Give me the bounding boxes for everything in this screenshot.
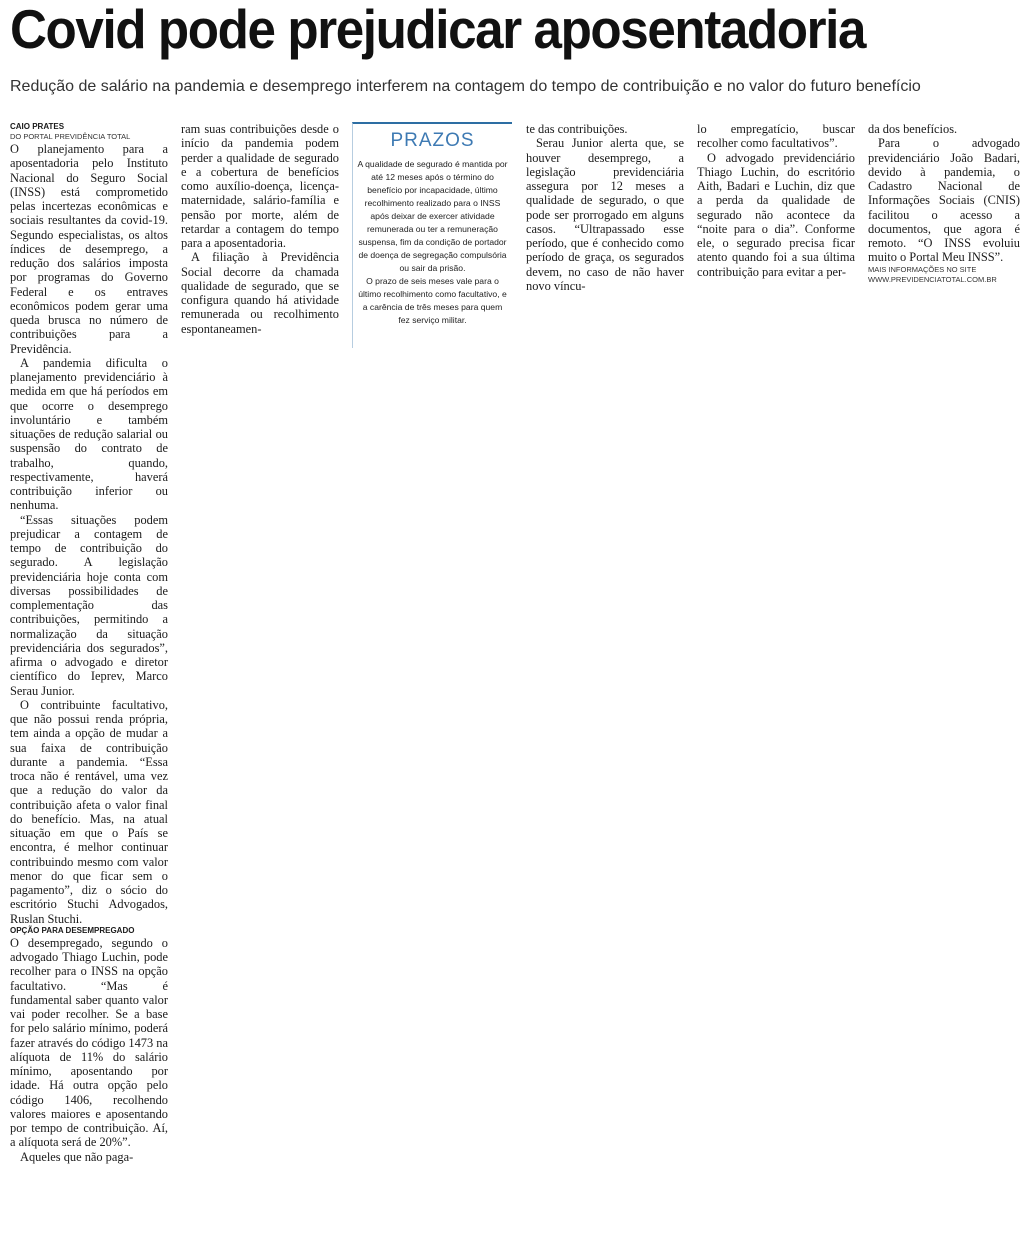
paragraph: lo empregatício, buscar recolher como facultativos”. xyxy=(697,122,855,151)
paragraph: O planejamento para a aposentadoria pelo Instituto Nacional do Seguro Social (INSS) está comprometido pelas incertezas econômicas e sociais resultantes da covid-19. Segundo especialistas, os altos índices de desemprego, a redução dos salários imposta por programas do Governo Federal e os entraves econômicos podem gerar uma queda brusca no número de contribuições para a Previdência. xyxy=(10,142,168,356)
paragraph: te das contribuições. xyxy=(526,122,628,136)
paragraph: O advogado previdenciário Thiago Luchin, do escritório Aith, Badari e Luchin, diz que a perda da qualidade de segurado não acontece da “noite para o dia”. Conforme ele, o segurado precisa ficar atento quando foi a sua última contribuição para evitar a per- xyxy=(697,150,855,279)
sidebar-box-prazos xyxy=(352,122,512,348)
article-column-6 xyxy=(868,122,1020,1234)
paragraph: Serau Junior alerta que, se houver desemprego, a legislação previdenciária assegura por 12 meses a qualidade de segurado, o que pode ser prorrogado em alguns casos. “Ultrapassado esse período, que é conhecido como período de graça, os segurados devem, no caso de não haver novo víncu- xyxy=(526,136,684,293)
article-column-1 xyxy=(10,122,168,1234)
article-column-5 xyxy=(697,122,855,1234)
paragraph: O contribuinte facultativo, que não possui renda própria, tem ainda a opção de mudar a sua faixa de contribuição durante a pandemia. “Essa troca não é rentável, uma vez que a redução do valor da contribuição afeta o valor final do benefício. Mas, na atual situação em que o País se encontra, é melhor continuar contribuindo mesmo com valor menor do que ficar sem o pagamento”, diz o sócio do escritório Stuchi Advogados, Ruslan Stuchi. xyxy=(10,697,168,926)
paragraph: O desempregado, segundo o advogado Thiago Luchin, pode recolher para o INSS na opção facultativo. “Mas é fundamental saber quanto valor vai poder recolher. Se a base for pelo salário mínimo, poderá fazer através do código 1473 na alíquota de 11% do salário mínimo, aposentando por idade. Há outra opção pelo código 1406, recolhendo valores maiores e aposentando por tempo de contribuição. Aí, a alíquota será de 20%”. xyxy=(10,935,168,1150)
paragraph: da dos benefícios. xyxy=(868,122,958,136)
box-text: O prazo de seis meses vale para o último recolhimento como facultativo, e a carência de três meses para quem fez serviço militar. xyxy=(358,276,507,325)
article-column-4 xyxy=(526,122,684,1234)
box-text: A qualidade de segurado é mantida por até 12 meses após o término do benefício por incapacidade, último recolhimento realizado para o INSS após deixar de exercer atividade remunerada ou ter a remuneração suspensa, fim da condição de portador de doença de segregação compulsória ou sair da prisão. xyxy=(357,159,508,273)
author-name: CAIO PRATES xyxy=(10,122,65,131)
paragraph: A filiação à Previdência Social decorre da chamada qualidade de segurado, que se configura quando há atividade remunerada ou recolhimento espontaneamen- xyxy=(181,250,339,336)
paragraph: ram suas contribuições desde o início da pandemia podem perder a qualidade de segurado e a cobertura de benefícios como auxílio-doença, licença-maternidade, salário-família e pensão por morte, além de retardar a contagem do tempo para a aposentadoria. xyxy=(181,122,339,250)
headline: Covid pode prejudicar aposentadoria xyxy=(10,0,866,60)
paragraph: “Essas situações podem prejudicar a contagem de tempo de contribuição do segurado. A legislação previdenciária hoje conta com diversas possibilidades de complementação das contribuições, permitindo a normalização da situação previdenciária dos segurados”, afirma o advogado e diretor científico do Ieprev, Marco Serau Junior. xyxy=(10,512,168,698)
paragraph: A pandemia dificulta o planejamento previdenciário à medida em que há períodos em que ocorre o desemprego involuntário e também situações de redução salarial ou suspensão do contrato de trabalho, quando, respectivamente, haverá contribuição inferior ou nenhuma. xyxy=(10,355,168,513)
article-column-2 xyxy=(181,122,339,1234)
section-intertitle: OPÇÃO PARA DESEMPREGADO xyxy=(10,925,135,935)
more-info-note: MAIS INFORMAÇÕES NO SITE WWW.PREVIDENCIATOTAL.COM.BR xyxy=(868,264,997,284)
box-title: PRAZOS xyxy=(390,130,475,151)
author-source: DO PORTAL PREVIDÊNCIA TOTAL xyxy=(10,132,131,141)
subheadline: Redução de salário na pandemia e desemprego interferem na contagem do tempo de contribuição e no valor do futuro benefício xyxy=(10,78,921,95)
paragraph: Para o advogado previdenciário João Badari, devido à pandemia, o Cadastro Nacional de Informações Sociais (CNIS) facilitou o acesso a documentos, que agora é remoto. “O INSS evoluiu muito o Portal Meu INSS”. xyxy=(868,136,1020,265)
paragraph: Aqueles que não paga- xyxy=(20,1149,134,1164)
